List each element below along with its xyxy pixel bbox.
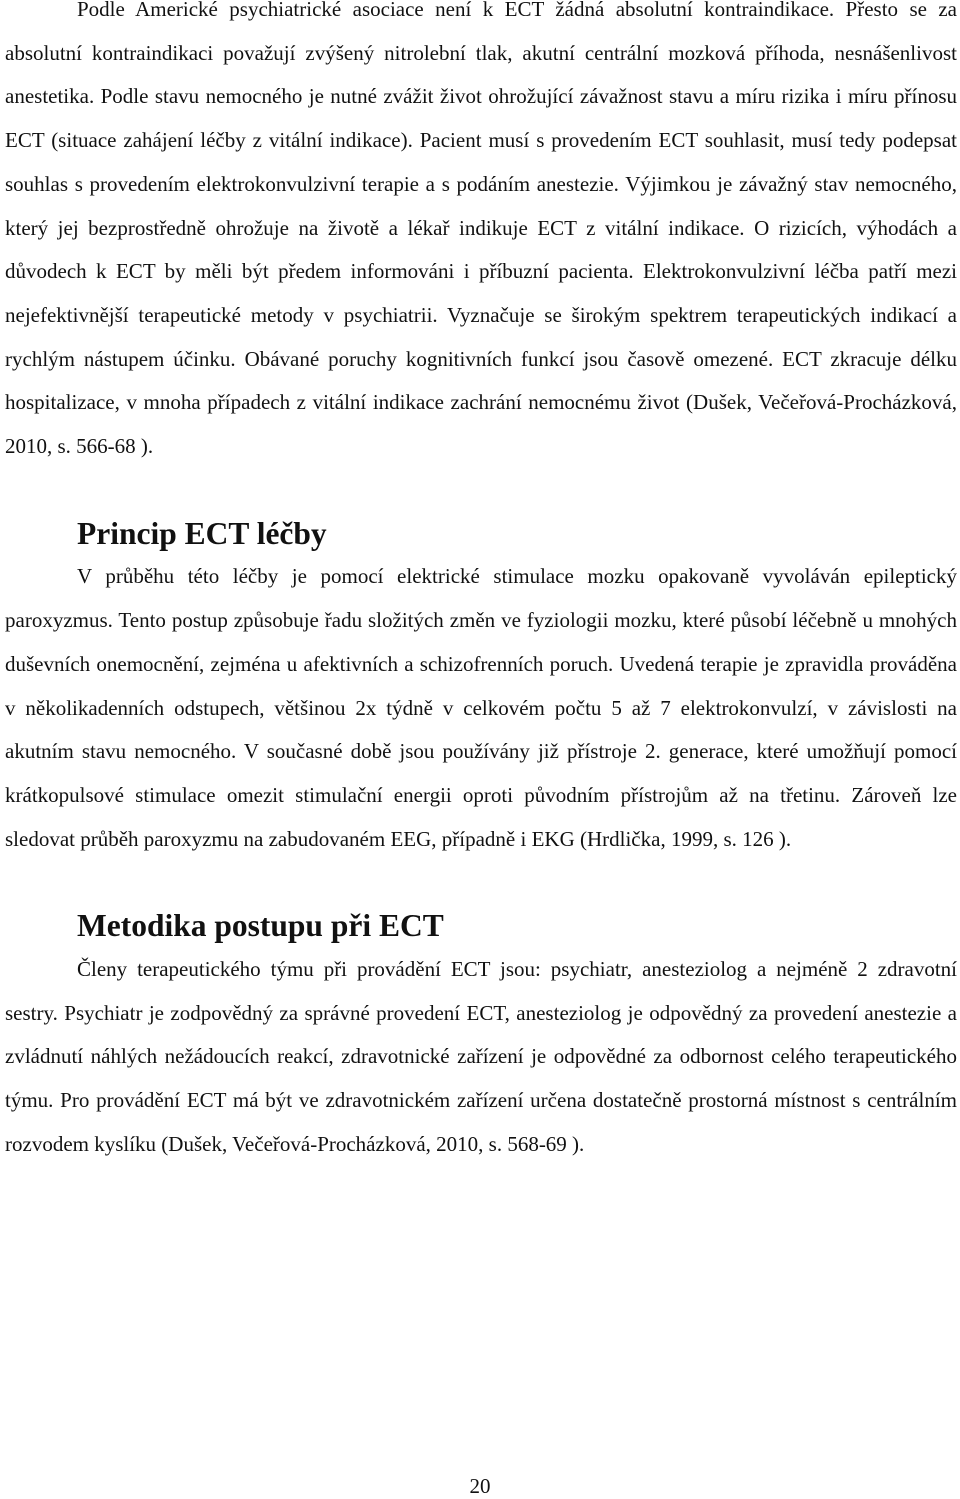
page-number: 20: [469, 1474, 491, 1498]
paragraph-principle: V průběhu této léčby je pomocí elektrické stimulace mozku opakovaně vyvoláván epileptický paroxyzmus. Tento postup způsobuje řadu složitých změn ve fyziologii mozku, které působí léčebně u mnohých duševních onemocnění, zejména u afektivních a schizofrenních poruch. Uvedená terapie je zpravidla prováděna v několikadenních odstupech, většinou 2x týdně v celkovém počtu 5 až 7 elektrokonvulzí, v závislosti na akutním stavu nemocného. V současné době jsou používány již přístroje 2. generace, které umožňují pomocí krátkopulsové stimulace omezit stimulační energii oproti původním přístrojům až na třetinu. Zároveň lze sledovat průběh paroxyzmu na zabudovaném EEG, případně i EKG (Hrdlička, 1999, s. 126 ).: [5, 564, 957, 851]
paragraph-methodology: Členy terapeutického týmu při provádění ECT jsou: psychiatr, anesteziolog a nejméně 2 zdravotní sestry. Psychiatr je zodpovědný za správné provedení ECT, anesteziolog je odpovědný za provedení anestezie a zvládnutí náhlých nežádoucích reakcí, zdravotnické zařízení je odpovědné za odbornost celého terapeutického týmu. Pro provádění ECT má být ve zdravotnickém zařízení určena dostatečně prostorná místnost s centrálním rozvodem kyslíku (Dušek, Večeřová-Procházková, 2010, s. 568-69 ).: [5, 957, 957, 1156]
document-page: [5, 0, 957, 1167]
paragraph-contraindications: Podle Americké psychiatrické asociace není k ECT žádná absolutní kontraindikace. Přesto se za absolutní kontraindikaci považují zvýšený nitrolební tlak, akutní centrální mozková příhoda, nesnášenlivost anestetika. Podle stavu nemocného je nutné zvážit život ohrožující závažnost stavu a míru rizika i míru přínosu ECT (situace zahájení léčby z vitální indikace). Pacient musí s provedením ECT souhlasit, musí tedy podepsat souhlas s provedením elektrokonvulzivní terapie a s podáním anestezie. Výjimkou je závažný stav nemocného, který jej bezprostředně ohrožuje na životě a lékař indikuje ECT z vitální indikace. O rizicích, výhodách a důvodech k ECT by měli být předem informováni i příbuzní pacienta. Elektrokonvulzivní léčba patří mezi nejefektivnější terapeutické metody v psychiatrii. Vyznačuje se širokým spektrem terapeutických indikací a rychlým nástupem účinku. Obávané poruchy kognitivních funkcí jsou časově omezené. ECT zkracuje délku hospitalizace, v mnoha případech z vitální indikace zachrání nemocnému život (Dušek, Večeřová-Procházková, 2010, s. 566-68 ).: [5, 0, 957, 459]
section-heading-principle: Princip ECT léčby: [77, 515, 327, 551]
section-heading-methodology: Metodika postupu při ECT: [77, 908, 444, 944]
